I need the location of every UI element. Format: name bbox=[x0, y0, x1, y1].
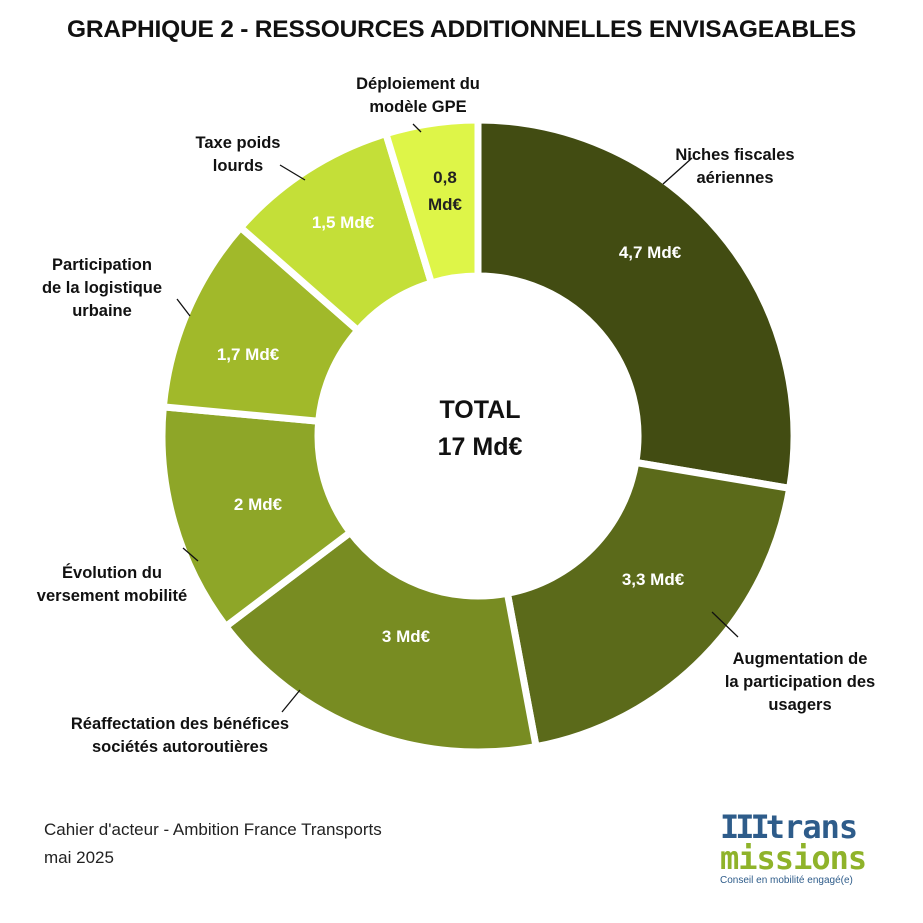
source-line: Cahier d'acteur - Ambition France Transports bbox=[44, 820, 382, 839]
category-label-5: Participation de la logistique urbaine bbox=[41, 256, 163, 320]
logo-word-2: missions bbox=[720, 839, 867, 877]
date-line: mai 2025 bbox=[44, 848, 114, 867]
slice-value-label-6: 1,5 Md€ bbox=[311, 213, 375, 232]
logo-word-1: trans bbox=[765, 808, 858, 846]
logo-bars-icon: III bbox=[720, 808, 766, 846]
category-label-2: Augmentation de la participation des usagers bbox=[724, 650, 876, 714]
category-label-3: Réaffectation des bénéfices sociétés autoroutières bbox=[70, 715, 290, 756]
slice-value-label-2: 3,3 Md€ bbox=[621, 570, 685, 589]
chart-title: GRAPHIQUE 2 - RESSOURCES ADDITIONNELLES ENVISAGEABLES bbox=[67, 16, 856, 43]
category-label-7: Déploiement du modèle GPE bbox=[356, 75, 480, 116]
total-value: 17 Md€ bbox=[437, 433, 523, 461]
transmissions-logo bbox=[720, 808, 900, 886]
category-label-6: Taxe poids lourds bbox=[195, 134, 281, 175]
slice-value-label-7: 0,8 Md€ bbox=[428, 168, 462, 214]
slice-2 bbox=[507, 462, 789, 746]
logo-tagline: Conseil en mobilité engagé(e) bbox=[720, 875, 853, 886]
slice-value-label-1: 4,7 Md€ bbox=[618, 243, 682, 262]
category-label-4: Évolution du versement mobilité bbox=[36, 564, 188, 605]
slice-value-label-4: 2 Md€ bbox=[233, 495, 283, 514]
category-label-1: Niches fiscales aériennes bbox=[675, 146, 795, 187]
total-label: TOTAL bbox=[439, 396, 521, 424]
slice-value-label-5: 1,7 Md€ bbox=[216, 345, 280, 364]
slice-value-label-3: 3 Md€ bbox=[381, 627, 431, 646]
